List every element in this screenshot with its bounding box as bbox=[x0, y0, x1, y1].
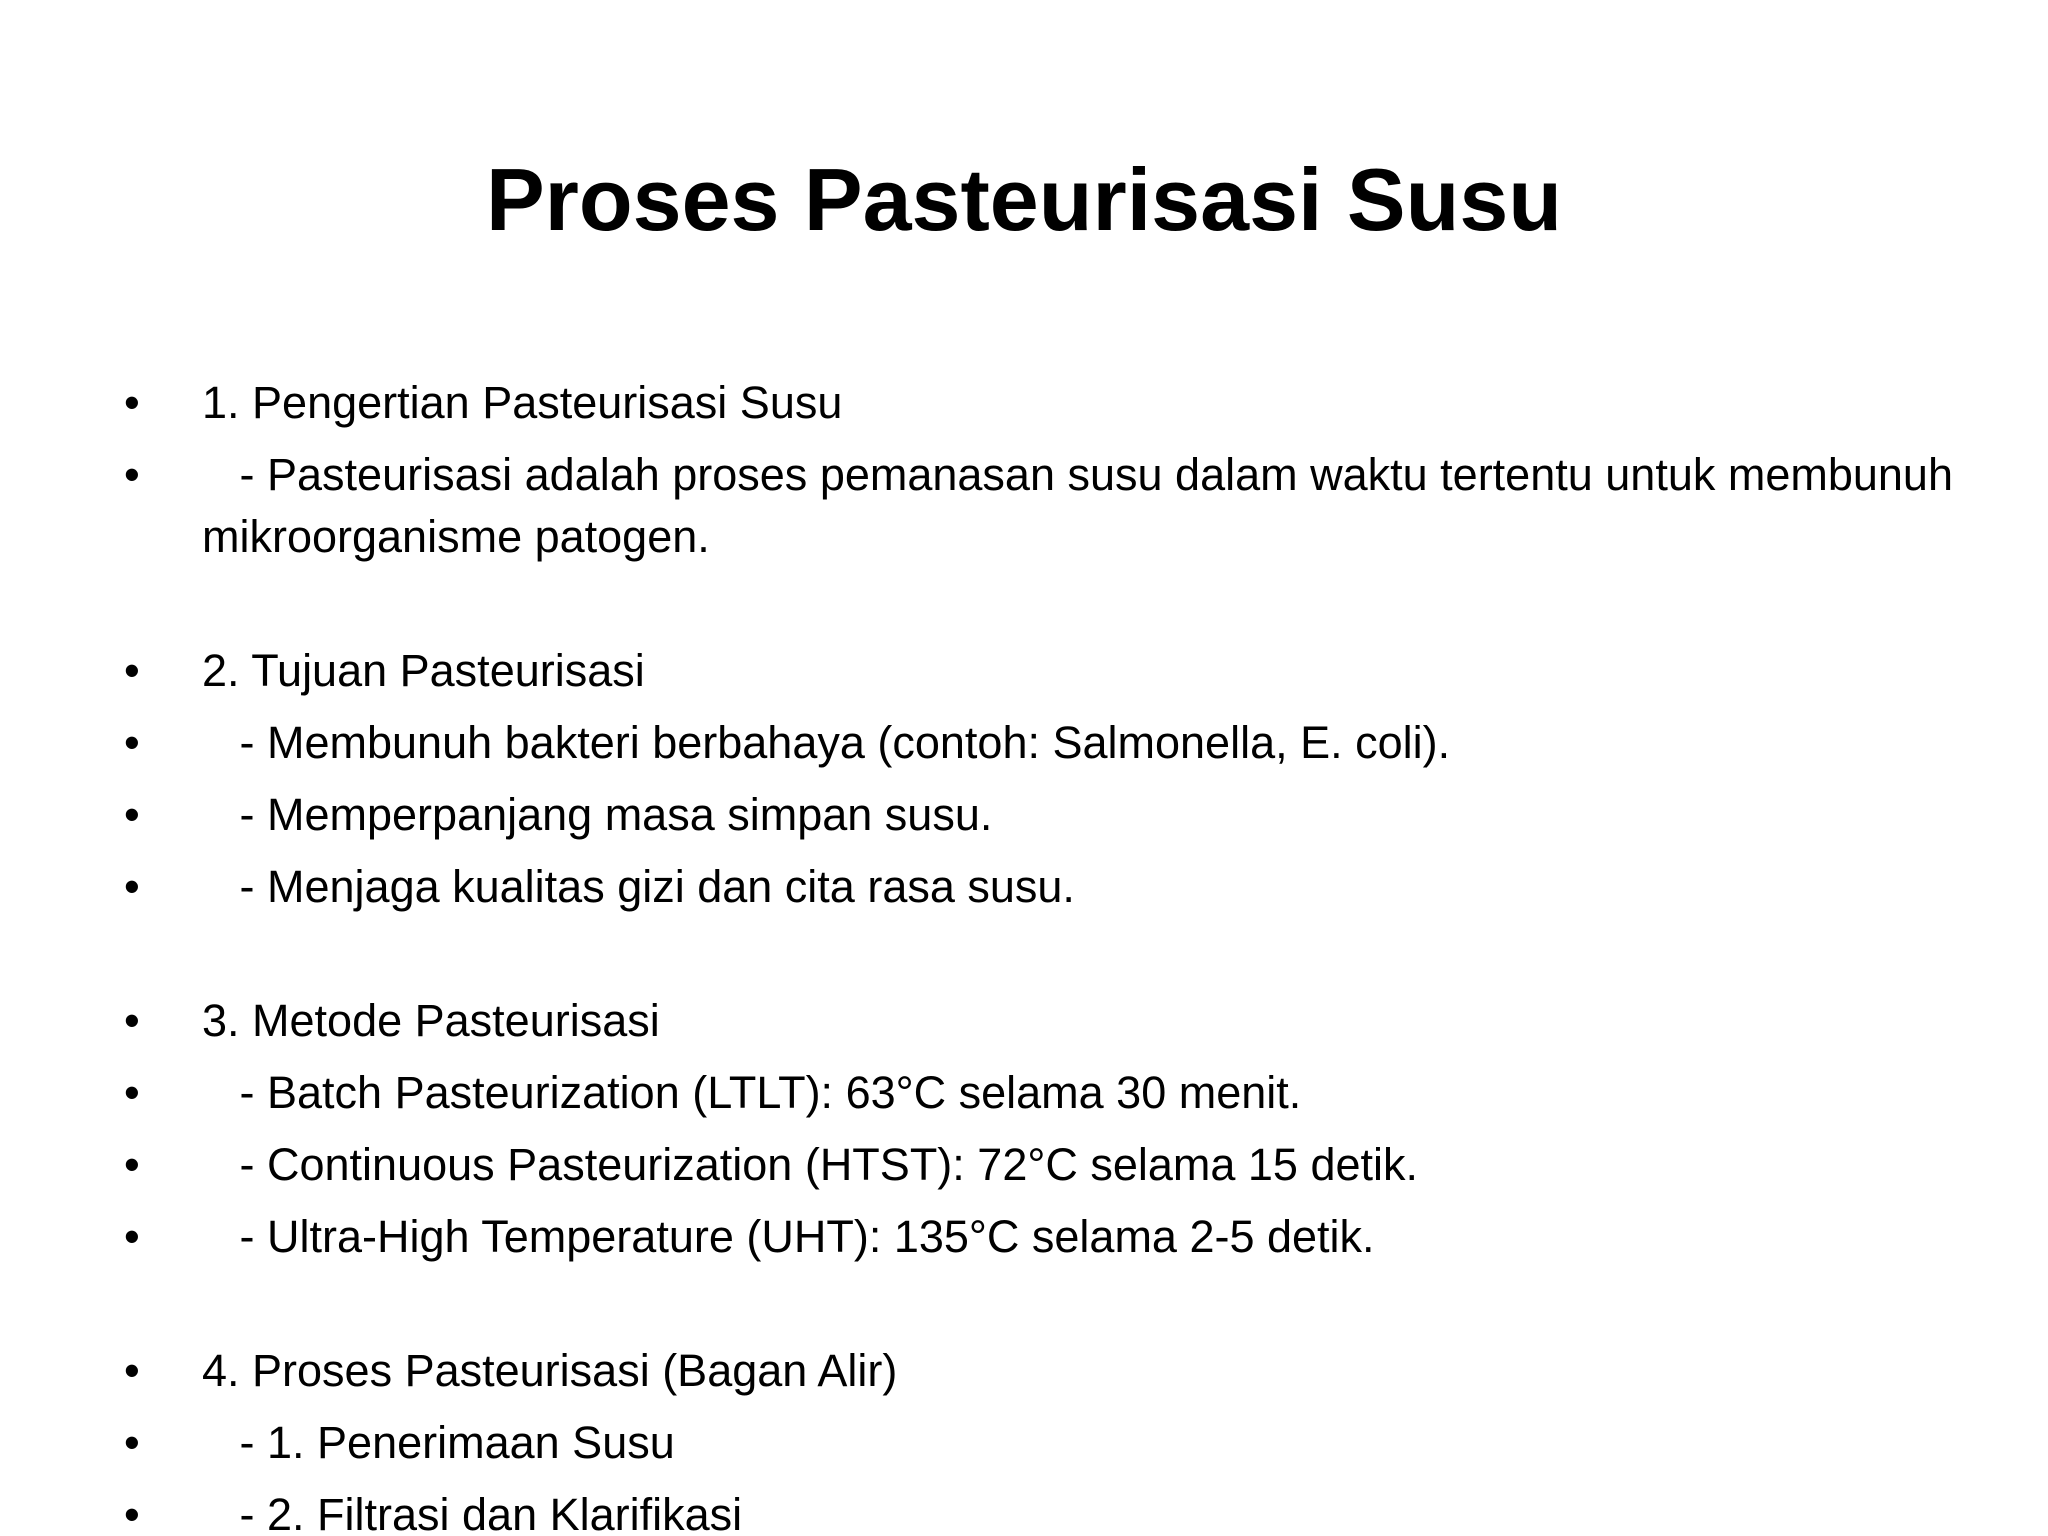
bullet-item bbox=[124, 1134, 1984, 1196]
bullet-text: - 1. Penerimaan Susu bbox=[202, 1417, 675, 1468]
bullet-icon: • bbox=[124, 449, 140, 500]
bullet-item bbox=[124, 1412, 1984, 1474]
bullet-icon: • bbox=[124, 1211, 140, 1262]
bullet-icon: • bbox=[124, 645, 140, 696]
bullet-icon: • bbox=[124, 789, 140, 840]
bullet-icon: • bbox=[124, 1067, 140, 1118]
bullet-item bbox=[124, 856, 1984, 918]
bullet-text: - Pasteurisasi adalah proses pemanasan susu dalam waktu tertentu untuk membunuh mikroorganisme patogen. bbox=[202, 449, 1966, 562]
bullet-item bbox=[124, 784, 1984, 846]
bullet-text: 2. Tujuan Pasteurisasi bbox=[202, 645, 645, 696]
bullet-item bbox=[124, 1206, 1984, 1268]
bullet-icon: • bbox=[124, 717, 140, 768]
bullet-item bbox=[124, 1340, 1984, 1402]
bullet-text: - Ultra-High Temperature (UHT): 135°C selama 2-5 detik. bbox=[202, 1211, 1375, 1262]
bullet-text: 3. Metode Pasteurisasi bbox=[202, 995, 660, 1046]
bullet-item bbox=[124, 444, 1984, 568]
bullet-text: - Membunuh bakteri berbahaya (contoh: Salmonella, E. coli). bbox=[202, 717, 1451, 768]
bullet-icon: • bbox=[124, 1417, 140, 1468]
bullet-icon: • bbox=[124, 861, 140, 912]
bullet-item bbox=[124, 1484, 1984, 1536]
bullet-list bbox=[124, 372, 1984, 1536]
bullet-text: - Memperpanjang masa simpan susu. bbox=[202, 789, 993, 840]
slide-title: Proses Pasteurisasi Susu bbox=[485, 150, 1563, 249]
bullet-icon: • bbox=[124, 995, 140, 1046]
bullet-item bbox=[124, 712, 1984, 774]
bullet-text: 4. Proses Pasteurisasi (Bagan Alir) bbox=[202, 1345, 898, 1396]
bullet-icon: • bbox=[124, 1345, 140, 1396]
bullet-text: - Menjaga kualitas gizi dan cita rasa susu. bbox=[202, 861, 1075, 912]
bullet-text: - Batch Pasteurization (LTLT): 63°C selama 30 menit. bbox=[202, 1067, 1302, 1118]
bullet-icon: • bbox=[124, 1139, 140, 1190]
bullet-icon: • bbox=[124, 377, 140, 428]
bullet-item bbox=[124, 1062, 1984, 1124]
bullet-text: - Continuous Pasteurization (HTST): 72°C selama 15 detik. bbox=[202, 1139, 1419, 1190]
bullet-item bbox=[124, 640, 1984, 702]
bullet-icon: • bbox=[124, 1489, 140, 1536]
bullet-item bbox=[124, 990, 1984, 1052]
bullet-item bbox=[124, 372, 1984, 434]
bullet-text: 1. Pengertian Pasteurisasi Susu bbox=[202, 377, 843, 428]
bullet-text: - 2. Filtrasi dan Klarifikasi bbox=[202, 1489, 743, 1536]
